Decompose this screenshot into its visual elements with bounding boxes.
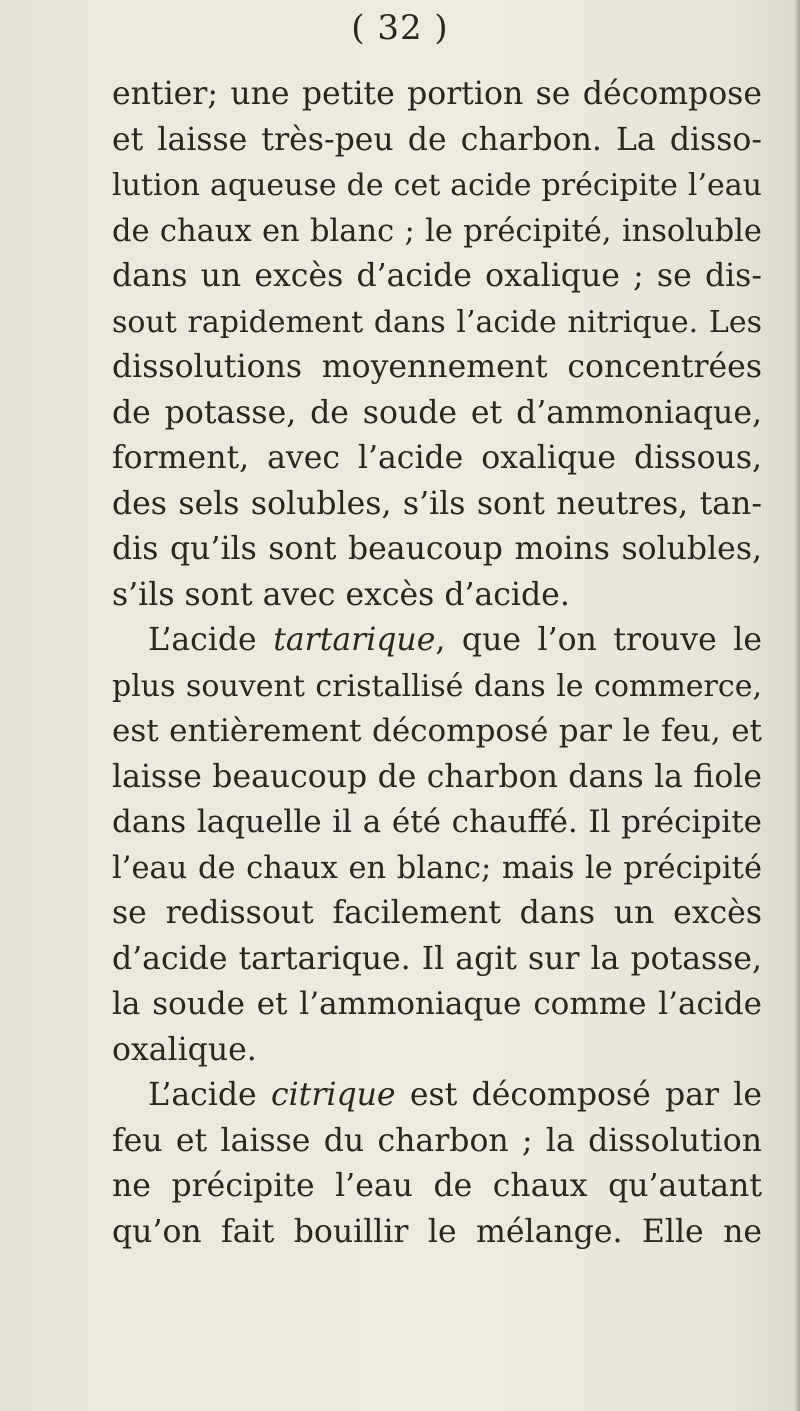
text-line: sout rapidement dans l’acide nitrique. Les — [112, 304, 762, 340]
page-edge-shadow — [794, 0, 800, 1411]
text-line: dissolutions moyennement concentrées — [112, 349, 762, 385]
text-segment: est décomposé par le — [395, 1077, 763, 1113]
text-line: qu’on fait bouillir le mélange. Elle ne — [112, 1213, 762, 1250]
text-line: l’eau de chaux en blanc; mais le précipité — [112, 850, 762, 886]
text-line: forment, avec l’acide oxalique dissous, — [112, 440, 762, 476]
italic-term: citrique — [270, 1077, 396, 1113]
italic-term: tartarique — [273, 622, 436, 658]
text-line — [112, 618, 762, 664]
text-segment: L’acide — [148, 1077, 271, 1113]
text-line: d’acide tartarique. Il agit sur la potasse, — [112, 940, 762, 977]
text-line: des sels solubles, s’ils sont neutres, tan- — [112, 485, 762, 522]
text-line: laisse beaucoup de charbon dans la fiole — [112, 758, 762, 795]
text-segment: L’acide — [148, 622, 274, 658]
text-line: ne précipite l’eau de chaux qu’autant — [112, 1168, 762, 1204]
text-line: lution aqueuse de cet acide précipite l’eau — [112, 168, 762, 203]
text-line: et laisse très-peu de charbon. La disso- — [112, 121, 762, 158]
text-line — [112, 1073, 762, 1119]
body-text — [112, 72, 762, 1255]
text-segment: , que l’on trouve le — [435, 622, 762, 658]
text-line: s’ils sont avec excès d’acide. — [112, 576, 570, 613]
text-line: entier; une petite portion se décompose — [112, 76, 762, 112]
text-line: de potasse, de soude et d’ammoniaque, — [112, 394, 762, 431]
text-line: oxalique. — [112, 1031, 257, 1068]
text-line: est entièrement décomposé par le feu, et — [112, 713, 762, 749]
text-line: plus souvent cristallisé dans le commerce, — [112, 668, 762, 704]
text-line: dis qu’ils sont beaucoup moins solubles, — [112, 531, 762, 567]
text-line: feu et laisse du charbon ; la dissolution — [112, 1122, 762, 1159]
page-number: ( 32 ) — [351, 8, 449, 48]
text-line: dans laquelle il a été chauffé. Il précipite — [112, 804, 762, 840]
text-line: dans un excès d’acide oxalique ; se dis- — [112, 258, 762, 294]
text-line: se redissout facilement dans un excès — [112, 895, 762, 931]
text-line: de chaux en blanc ; le précipité, insoluble — [112, 213, 762, 249]
text-line: la soude et l’ammoniaque comme l’acide — [112, 986, 762, 1022]
